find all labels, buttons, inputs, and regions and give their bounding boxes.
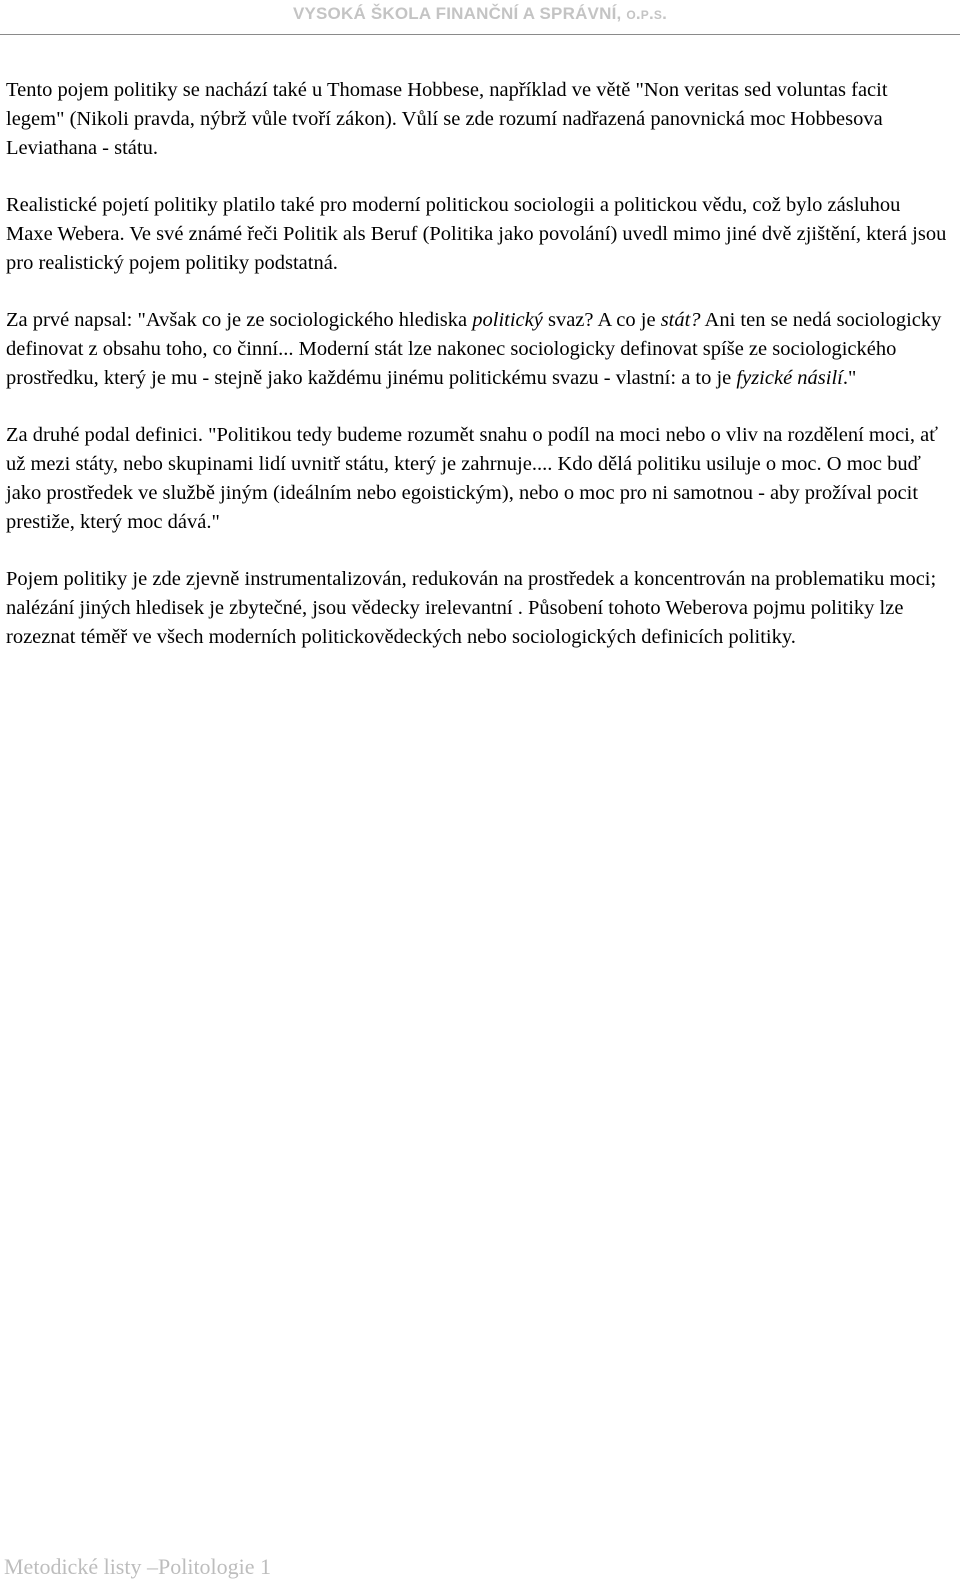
- paragraph-text: Ani ten se nedá sociologicky definovat z obsahu toho, co činní... Moderní stát lze nakonec sociologicky definovat spíše ze sociologického prostředku, který je mu - stejně jako každému jinému politickému svazu - vlastní: a to je: [6, 309, 942, 389]
- header-divider: [0, 34, 960, 35]
- emphasis-politicky: politický: [472, 309, 543, 331]
- paragraph-text: svaz? A co je: [542, 309, 661, 331]
- paragraph-hobbes: Tento pojem politiky se nachází také u Thomase Hobbese, například ve větě "Non veritas sed voluntas facit legem" (Nikoli pravda, nýbrž vůle tvoří zákon). Vůlí se zde rozumí nadřazená panovnická moc Hobbesova Leviathana - státu.: [6, 79, 888, 159]
- paragraph-weber-intro: Realistické pojetí politiky platilo také pro moderní politickou sociologii a politickou vědu, což bylo zásluhou Maxe Webera. Ve své známé řeči Politik als Beruf (Politika jako povolání) uvedl mimo jiné dvě zjištění, která jsou pro realistický pojem politiky podstatná.: [6, 194, 947, 274]
- emphasis-fyzicke-nasili: fyzické násilí: [736, 367, 843, 389]
- paragraph-second-finding: Za druhé podal definici. "Politikou tedy budeme rozumět snahu o podíl na moci nebo o vliv na rozdělení moci, ať už mezi státy, nebo skupinami lidí uvnitř státu, který je zahrnuje.... Kdo dělá politiku usiluje o moc. O moc buď jako prostředek ve službě jiným (ideálním nebo egoistickým), nebo o moc pro ni samotnou - aby prožíval pocit prestiže, který moc dává.": [6, 424, 938, 533]
- paragraph-conclusion: Pojem politiky je zde zjevně instrumentalizován, redukován na prostředek a koncentrován na problematiku moci; nalézání jiných hledisek je zbytečné, jsou vědecky irelevantní . Působení tohoto Weberova pojmu politiky lze rozeznat téměř ve všech moderních politickovědeckých nebo sociologických definicích politiky.: [6, 568, 937, 648]
- paragraph-text: Za prvé napsal: "Avšak co je ze sociologického hlediska: [6, 309, 473, 331]
- page-header: VYSOKÁ ŠKOLA FINANČNÍ A SPRÁVNÍ, o.p.s.: [292, 4, 668, 23]
- document-body: [6, 76, 950, 680]
- emphasis-stat: stát?: [660, 309, 701, 331]
- page-footer: Metodické listy –Politologie 1: [4, 1554, 272, 1579]
- paragraph-text: .": [842, 367, 857, 389]
- paragraph-first-finding: [6, 306, 950, 393]
